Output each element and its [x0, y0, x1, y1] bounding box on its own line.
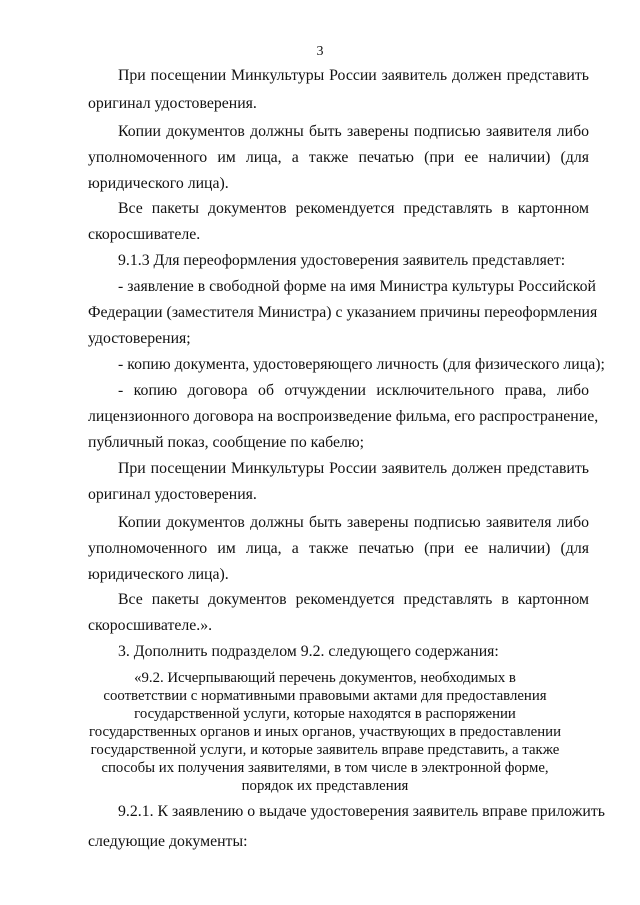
- list-item-line: Федерации (заместителя Министра) с указанием причины переоформления: [88, 304, 598, 321]
- list-item-line: удостоверения;: [88, 330, 191, 347]
- paragraph-line: юридического лица).: [88, 175, 229, 192]
- list-item-line: лицензионного договора на воспроизведение фильма, его распространение,: [88, 408, 599, 425]
- paragraph-line: Все пакеты документов рекомендуется представлять в картонном: [118, 591, 589, 608]
- centered-heading-line: соответствии с нормативными правовыми актами для предоставления: [103, 688, 547, 704]
- paragraph-line: При посещении Минкультуры России заявитель должен представить: [118, 67, 589, 84]
- list-item-line: - заявление в свободной форме на имя Министра культуры Российской: [118, 278, 596, 295]
- paragraph-line: следующие документы:: [88, 833, 248, 850]
- paragraph-line: оригинал удостоверения.: [88, 486, 257, 503]
- centered-heading-line: государственной услуги, и которые заявитель вправе представить, а также: [90, 742, 560, 758]
- section-heading: 3. Дополнить подразделом 9.2. следующего содержания:: [118, 643, 499, 660]
- list-item-line: - копию документа, удостоверяющего личность (для физического лица);: [118, 356, 605, 373]
- paragraph-line: Копии документов должны быть заверены подписью заявителя либо: [118, 123, 589, 140]
- centered-heading-line: «9.2. Исчерпывающий перечень документов, необходимых в: [134, 670, 516, 686]
- centered-heading-line: государственной услуги, которые находятся в распоряжении: [134, 706, 516, 722]
- paragraph-line: Копии документов должны быть заверены подписью заявителя либо: [118, 514, 589, 531]
- paragraph-line: скоросшивателе.: [88, 226, 201, 243]
- centered-heading-line: порядок их представления: [241, 778, 409, 794]
- paragraph-line: 9.2.1. К заявлению о выдаче удостоверения заявитель вправе приложить: [118, 803, 605, 820]
- paragraph-line: При посещении Минкультуры России заявитель должен представить: [118, 460, 589, 477]
- paragraph-line: скоросшивателе.».: [88, 617, 213, 634]
- centered-heading-line: государственных органов и иных органов, участвующих в предоставлении: [89, 724, 561, 740]
- centered-heading-line: способы их получения заявителями, в том числе в электронной форме,: [101, 760, 549, 776]
- paragraph-line: Все пакеты документов рекомендуется представлять в картонном: [118, 200, 589, 217]
- section-heading: 9.1.3 Для переоформления удостоверения заявитель представляет:: [118, 252, 566, 269]
- list-item-line: - копию договора об отчуждении исключительного права, либо: [118, 382, 589, 399]
- paragraph-line: юридического лица).: [88, 566, 229, 583]
- paragraph-line: уполномоченного им лица, а также печатью (при ее наличии) (для: [88, 149, 589, 166]
- paragraph-line: оригинал удостоверения.: [88, 95, 257, 112]
- page-number: 3: [316, 44, 324, 59]
- list-item-line: публичный показ, сообщение по кабелю;: [88, 434, 365, 451]
- paragraph-line: уполномоченного им лица, а также печатью (при ее наличии) (для: [88, 540, 589, 557]
